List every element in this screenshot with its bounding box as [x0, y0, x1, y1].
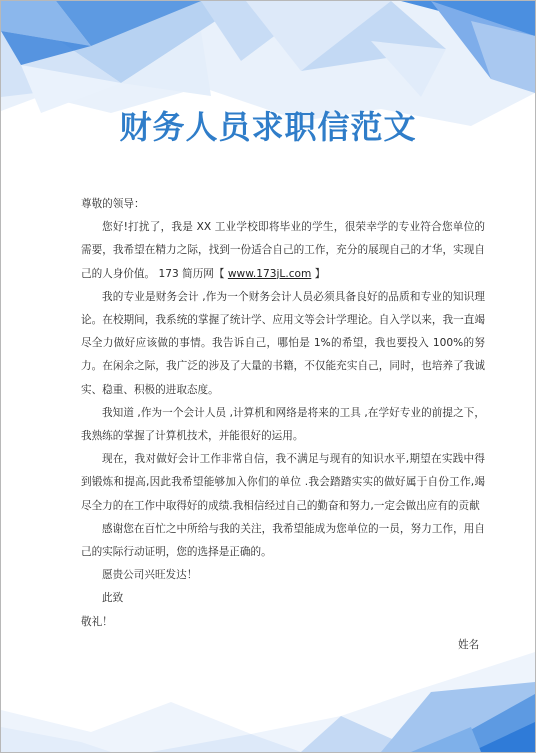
salutation: 尊敬的领导：: [81, 198, 145, 210]
closing-line: 此致: [102, 592, 124, 605]
paragraph-major: 我的专业是财务会计 ,作为一个财务会计人员必须具备良好的品质和专业的知识理论。在校期间，我系统的掌握了统计学、应用文等会计学理论。自入学以来，我一直竭尽全力做好应该做的事情。我告诉自己，哪怕是 1%的希望，我也要投入 100%的努力。在闲余之际，我广泛的涉及了大量的书籍，不仅能充实自己，同时，也培养了我诚实、稳重、积极的进取态度。: [81, 290, 485, 396]
page-title: 财务人员求职信范文: [119, 108, 417, 146]
letter-body: [81, 193, 485, 634]
paragraph-intro: [81, 216, 485, 286]
paragraph-computer: 我知道 ,作为一个会计人员 ,计算机和网络是将来的工具 ,在学好专业的前提之下，我熟练的掌握了计算机技术，并能很好的运用。: [81, 406, 485, 443]
paragraph-intro-end: 】: [314, 267, 326, 280]
bottom-blue-polygon-decoration: [1, 632, 535, 752]
paragraph-thanks: 感谢您在百忙之中所给与我的关注，我希望能成为您单位的一员，努力工作，用自己的实际行动证明，您的选择是正确的。: [81, 522, 485, 559]
paragraph-intro-text: 您好!打扰了，我是 XX 工业学校即将毕业的学生，很荣幸学的专业符合您单位的需要，我希望在精力之际，找到一份适合自己的工作，充分的展现自己的才华，实现自己的人身价值。 173 简历网【: [81, 221, 485, 280]
signature: 姓名: [458, 639, 480, 651]
paragraph-confidence: 现在，我对做好会计工作非常自信，我不满足与现有的知识水平,期望在实践中得到锻炼和提高,因此我希望能够加入你们的单位 .我会踏踏实实的做好属于自份工作,竭尽全力的在工作中取得好的成绩.我相信经过自己的勤奋和努力,一定会做出应有的贡献: [81, 453, 485, 512]
top-blue-polygon-decoration: [1, 1, 535, 201]
regards-line: 敬礼！: [81, 615, 113, 628]
website-link[interactable]: www.173jL.com: [227, 267, 312, 280]
paragraph-wish: 愿贵公司兴旺发达！: [102, 569, 198, 582]
